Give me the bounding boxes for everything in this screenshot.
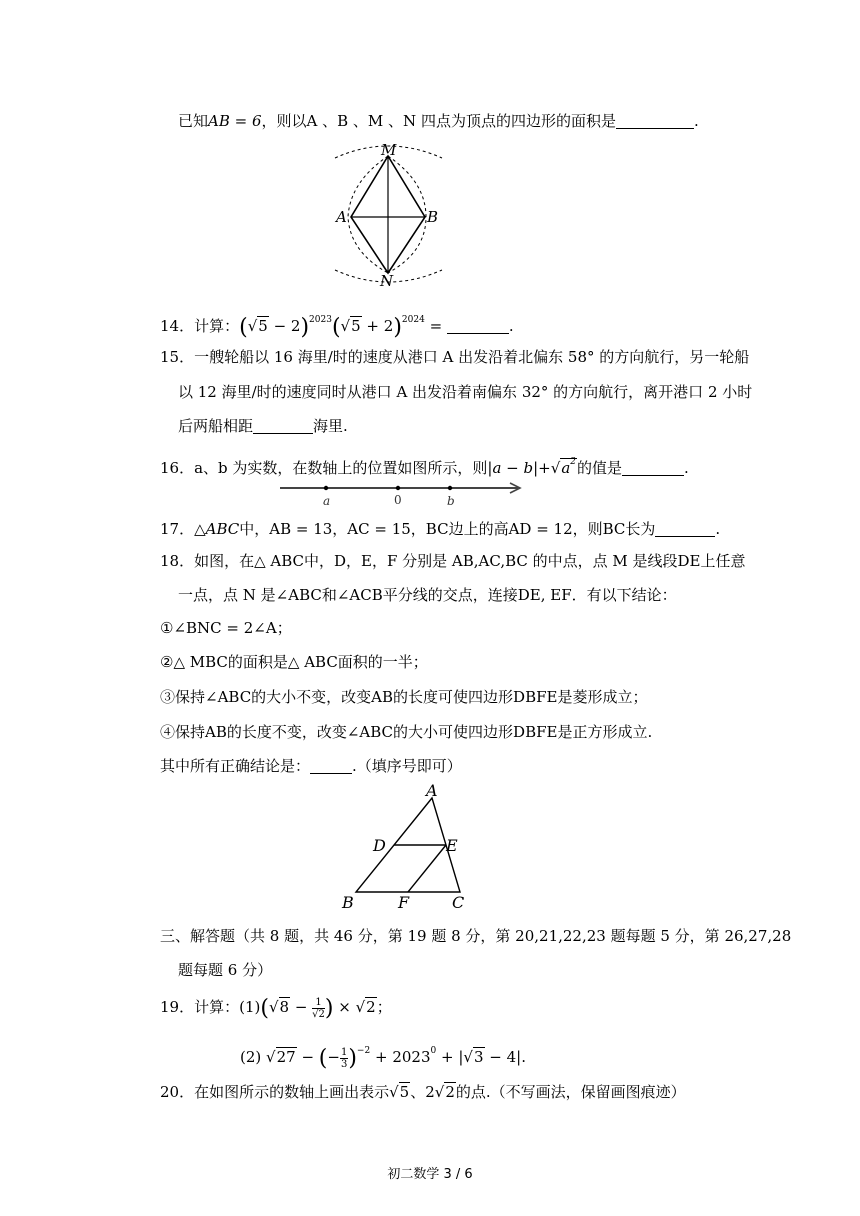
label-f: F <box>398 893 410 912</box>
q14-text: 14．计算：$(√5 - 2)^{2023}(√5 + 2)^{2024}$ = . <box>160 315 514 340</box>
answer-blank-13 <box>616 112 694 129</box>
q18-conclusion-1: ①∠BNC = 2∠A； <box>160 619 292 637</box>
q20-text: 20．在如图所示的数轴上画出表示√5、2√2的点.（不写画法，保留画图痕迹） <box>160 1083 686 1101</box>
label-a: a <box>323 494 331 508</box>
label-n: N <box>380 272 394 287</box>
label-b: B <box>342 893 354 912</box>
q19-part2: (2) √27 − (− $\frac{1}{3}$ )$^{-2} + 2023^0 + |√3 - 4|$. <box>240 1046 526 1071</box>
label-d: D <box>373 836 386 855</box>
answer-blank-17 <box>655 520 715 537</box>
q16-text: 16．a、b 为实数，在数轴上的位置如图所示，则$|a - b|+√a^2$的值是 . <box>160 457 689 477</box>
q18-conclusion-3: ③保持∠ABC的大小不变，改变AB的长度可使四边形DBFE是菱形成立； <box>160 688 648 706</box>
answer-blank-14 <box>447 317 509 334</box>
label-e: E <box>446 836 458 855</box>
answer-blank-18 <box>310 757 352 774</box>
q17-text: 17．△ABC中，AB = 13，AC = 15，BC边上的高AD = 12，则BC长为 . <box>160 520 721 538</box>
q15-line1: 15．一艘轮船以 16 海里/时的速度从港口 A 出发沿着北偏东 58° 的方向航行，另一轮船 <box>160 348 750 366</box>
label-a: A <box>426 781 438 800</box>
q18-conclusion-4: ④保持AB的长度不变，改变∠ABC的大小可使四边形DBFE是正方形成立. <box>160 723 653 741</box>
figure-rhombus <box>330 142 450 287</box>
answer-blank-15 <box>253 417 313 434</box>
section-3-line2: 题每题 6 分） <box>178 961 273 979</box>
q15-line3: 后两船相距 海里. <box>178 417 348 435</box>
label-b: B <box>427 208 439 226</box>
q18-ask: 其中所有正确结论是： .（填序号即可） <box>160 757 462 775</box>
figure-triangle <box>336 780 476 912</box>
section-3-line1: 三、解答题（共 8 题，共 46 分，第 19 题 8 分，第 20,21,22,23 题每题 5 分，第 26,27,28 <box>160 927 792 945</box>
q18-conclusion-2: ②△ MBC的面积是△ ABC面积的一半； <box>160 653 428 671</box>
q15-line2: 以 12 海里/时的速度同时从港口 A 出发沿着南偏东 32° 的方向航行，离开港口 2 小时 <box>178 383 753 401</box>
answer-blank-16 <box>622 459 684 476</box>
label-b: b <box>447 494 455 508</box>
label-m: M <box>381 142 397 159</box>
q13-text: 已知AB = 6，则以A 、B 、M 、N 四点为顶点的四边形的面积是 . <box>178 112 699 130</box>
q19-part1: 19．计算：(1)(√8 − $\frac{1}{√2}$ ) × √2； <box>160 996 392 1021</box>
label-zero: 0 <box>394 493 402 507</box>
label-c: C <box>452 893 465 912</box>
number-line-16 <box>278 478 528 508</box>
page-footer: 初二数学 3 / 6 <box>387 1167 473 1182</box>
label-a: A <box>336 208 347 226</box>
q18-line1: 18．如图，在△ ABC中，D，E，F 分别是 AB,AC,BC 的中点，点 M 是线段DE上任意 <box>160 552 746 570</box>
q18-line2: 一点，点 N 是∠ABC和∠ACB平分线的交点，连接DE, EF．有以下结论： <box>178 586 677 604</box>
